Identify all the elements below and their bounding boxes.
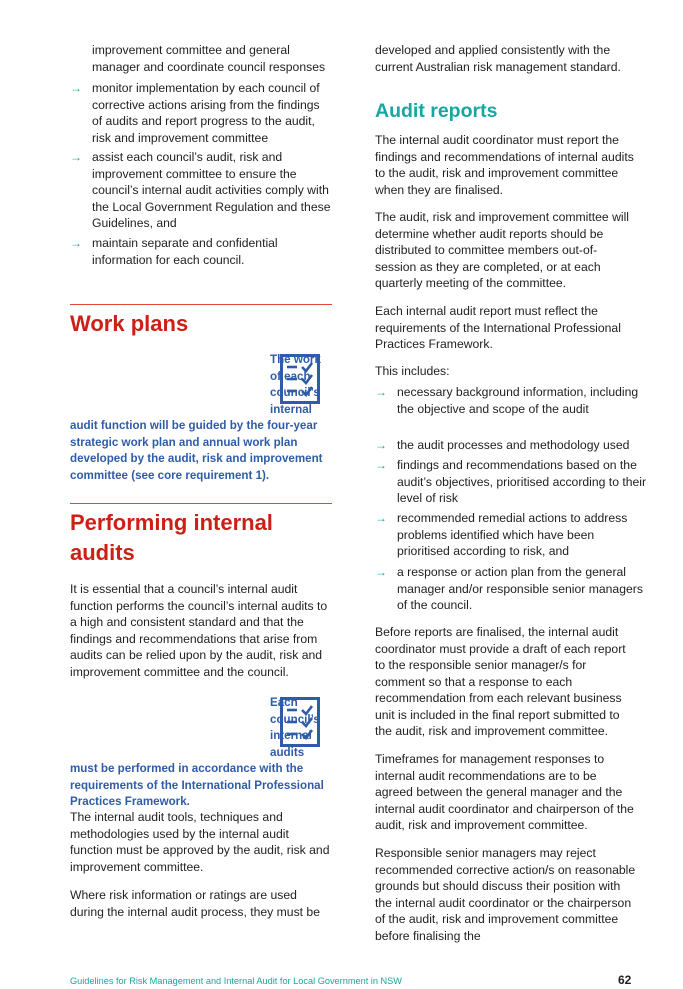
list-item-text: the audit processes and methodology used <box>397 438 630 452</box>
arrow-right-icon: → <box>375 438 387 452</box>
list-item-text: assist each council’s audit, risk and improvement committee to ensure the council’s internal audit activities comply with the Local Government Regulation and these Guidelines, and <box>92 150 331 230</box>
paragraph: Each internal audit report must reflect the requirements of the International Professional Practices Framework. <box>375 304 621 351</box>
paragraph: Timeframes for management responses to internal audit recommendations are to be agreed between the general manager and the internal audit coordinator and chairperson of the audit, risk and improvement committee. <box>375 752 634 832</box>
list-item <box>70 235 332 268</box>
paragraph: Responsible senior managers may reject recommended corrective action/s on reasonable grounds but should discuss their position with the internal audit coordinator or the chairperson of the audit, risk and improvement committee before finalising the <box>375 846 636 943</box>
footer-title: Guidelines for Risk Management and Internal Audit for Local Government in NSW <box>70 976 402 986</box>
list-item-text: maintain separate and confidential information for each council. <box>92 236 278 267</box>
paragraph: It is essential that a council’s internal audit function performs the council’s internal audits to a high and consistent standard and that the findings and recommendations that arise from audits can be relied upon by the audit, risk and improvement committee and the council. <box>70 582 328 679</box>
arrow-right-icon: → <box>70 150 82 164</box>
list-item <box>375 384 647 417</box>
paragraph: The audit, risk and improvement committee will determine whether audit reports should be distributed to committee members out-of-session as they are completed, or at each quarterly meeting of the committee. <box>375 210 629 290</box>
arrow-right-icon: → <box>375 565 387 579</box>
arrow-right-icon: → <box>70 236 82 250</box>
section-heading-audit-reports: Audit reports <box>375 100 498 122</box>
arrow-right-icon: → <box>375 385 387 399</box>
list-item <box>375 457 647 507</box>
list-item-text: necessary background information, including the objective and scope of the audit <box>397 385 639 416</box>
checklist-icon <box>280 697 320 747</box>
paragraph: The internal audit tools, techniques and methodologies used by the internal audit function must be approved by the audit, risk and improvement committee. <box>70 810 330 874</box>
arrow-right-icon: → <box>375 511 387 525</box>
callout-text: The work of each council’s internal audit function will be guided by the four-year strategic work plan and annual work plan developed by the audit, risk and improvement committee (see core requirement 1). <box>70 353 323 482</box>
section-heading-performing-internal-audits: Performing internal audits <box>70 510 273 565</box>
paragraph: Where risk information or ratings are used during the internal audit process, they must be <box>70 888 320 919</box>
list-item <box>375 437 647 454</box>
arrow-right-icon: → <box>70 81 82 95</box>
list-item-text: recommended remedial actions to address problems identified which have been prioritised according to risk, and <box>397 511 628 558</box>
section-divider <box>70 304 332 305</box>
performing-audits-callout <box>70 695 332 811</box>
continued-text: improvement committee and general manager and coordinate council responses <box>92 43 326 74</box>
paragraph: This includes: <box>375 364 450 378</box>
list-item-text: findings and recommendations based on the audit’s objectives, prioritised according to their level of risk <box>397 458 647 505</box>
list-item-text: a response or action plan from the general manager and/or responsible senior managers of the council. <box>397 565 643 612</box>
arrow-right-icon: → <box>375 458 387 472</box>
paragraph: The internal audit coordinator must report the findings and recommendations of internal audits to the audit, risk and improvement committee when they are finalised. <box>375 133 634 197</box>
callout-text: Each council’s internal audits must be performed in accordance with the requirements of the International Professional Practices Framework. <box>70 696 324 808</box>
list-item-text: monitor implementation by each council of corrective actions arising from the findings of audits and report progress to the audit, risk and improvement committee <box>92 81 320 145</box>
page-number: 62 <box>618 973 632 987</box>
list-item <box>375 564 647 614</box>
list-item <box>375 510 647 560</box>
continued-text: developed and applied consistently with the current Australian risk management standard. <box>375 43 621 74</box>
checklist-icon <box>280 354 320 404</box>
section-divider <box>70 503 332 504</box>
section-heading-work-plans: Work plans <box>70 311 189 336</box>
work-plans-callout <box>70 352 332 484</box>
list-item <box>70 80 332 146</box>
list-item <box>70 149 332 232</box>
paragraph: Before reports are finalised, the internal audit coordinator must provide a draft of each report to the responsible senior manager/s for comment so that a response to each recommendation from each relevant business unit is included in the final report submitted to the audit, risk and improvement committee. <box>375 625 626 738</box>
